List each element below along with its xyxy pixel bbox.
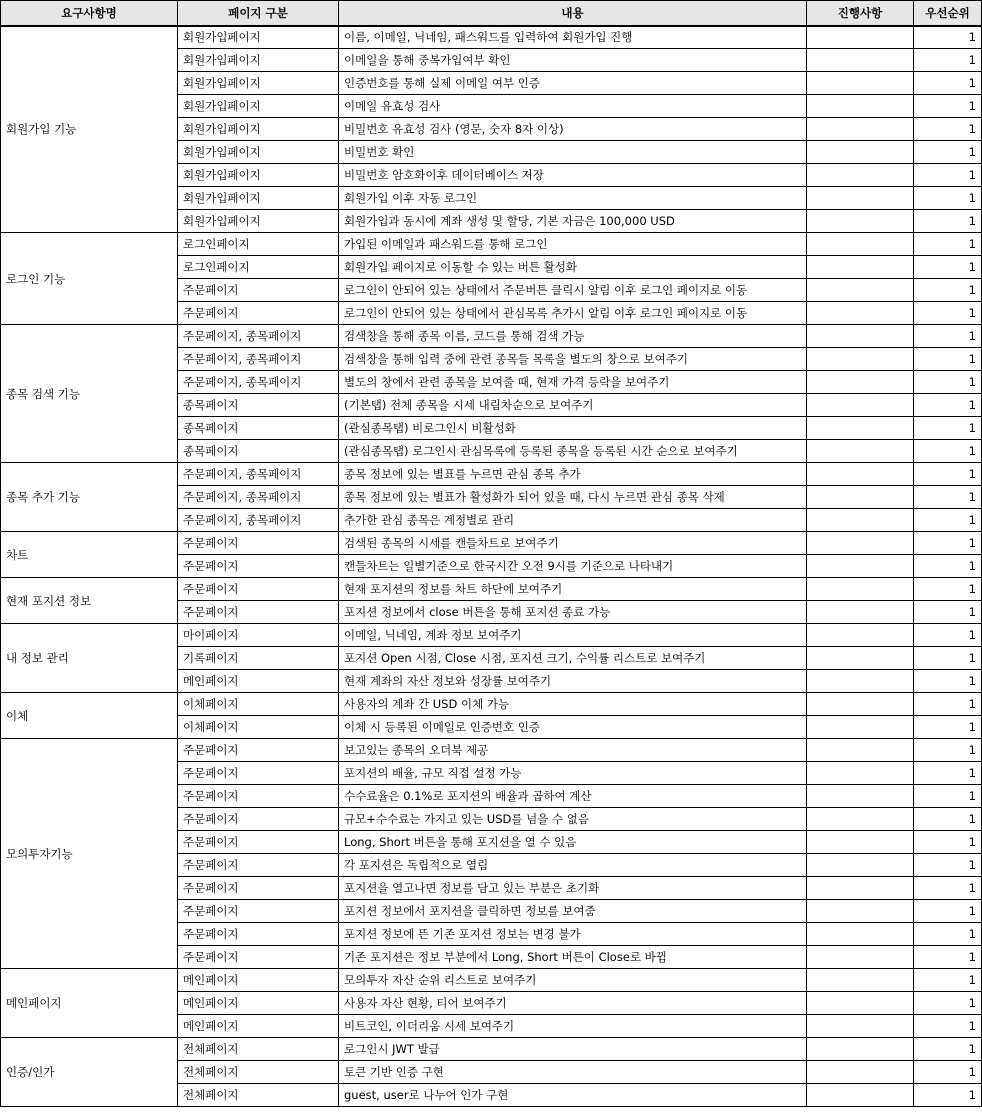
page-cell[interactable]: 회원가입페이지 (178, 72, 339, 95)
content-cell[interactable]: 회원가입 페이지로 이동할 수 있는 버튼 활성화 (339, 256, 807, 279)
priority-cell[interactable]: 1 (914, 463, 982, 486)
content-cell[interactable]: 회원가입 이후 자동 로그인 (339, 187, 807, 210)
priority-cell[interactable]: 1 (914, 624, 982, 647)
page-cell[interactable]: 주문페이지 (178, 601, 339, 624)
progress-cell[interactable] (807, 440, 914, 463)
page-cell[interactable]: 주문페이지, 종목페이지 (178, 463, 339, 486)
page-cell[interactable]: 주문페이지 (178, 762, 339, 785)
content-cell[interactable]: 포지션을 열고나면 정보를 담고 있는 부분은 초기화 (339, 877, 807, 900)
progress-cell[interactable] (807, 923, 914, 946)
content-cell[interactable]: 비밀번호 확인 (339, 141, 807, 164)
content-cell[interactable]: 포지션 정보에서 close 버튼을 통해 포지션 종료 가능 (339, 601, 807, 624)
content-cell[interactable]: 현재 계좌의 자산 정보와 성장률 보여주기 (339, 670, 807, 693)
progress-cell[interactable] (807, 118, 914, 141)
content-cell[interactable]: 모의투자 자산 순위 리스트로 보여주기 (339, 969, 807, 992)
content-cell[interactable]: 포지션 정보에서 포지션을 클릭하면 정보를 보여줌 (339, 900, 807, 923)
priority-cell[interactable]: 1 (914, 877, 982, 900)
progress-cell[interactable] (807, 578, 914, 601)
content-cell[interactable]: 추가한 관심 종목은 계정별로 관리 (339, 509, 807, 532)
page-cell[interactable]: 주문페이지 (178, 302, 339, 325)
progress-cell[interactable] (807, 348, 914, 371)
priority-cell[interactable]: 1 (914, 509, 982, 532)
priority-cell[interactable]: 1 (914, 578, 982, 601)
priority-cell[interactable]: 1 (914, 762, 982, 785)
table-row (1, 969, 982, 992)
priority-cell[interactable]: 1 (914, 486, 982, 509)
page-cell[interactable]: 주문페이지 (178, 532, 339, 555)
table-row (1, 26, 982, 49)
page-cell[interactable]: 주문페이지, 종목페이지 (178, 486, 339, 509)
content-cell[interactable]: 비트코인, 이더리움 시세 보여주기 (339, 1015, 807, 1038)
content-cell[interactable]: 로그인이 안되어 있는 상태에서 관심목록 추가시 알림 이후 로그인 페이지로 이동 (339, 302, 807, 325)
priority-cell[interactable]: 1 (914, 1015, 982, 1038)
progress-cell[interactable] (807, 969, 914, 992)
content-cell[interactable]: (관심종목탭) 비로그인시 비활성화 (339, 417, 807, 440)
table-row (1, 233, 982, 256)
progress-cell[interactable] (807, 532, 914, 555)
content-cell[interactable]: 종목 정보에 있는 별표를 누르면 관심 종목 추가 (339, 463, 807, 486)
table-row (1, 578, 982, 601)
progress-cell[interactable] (807, 992, 914, 1015)
page-cell[interactable]: 주문페이지 (178, 279, 339, 302)
priority-cell[interactable]: 1 (914, 601, 982, 624)
progress-cell[interactable] (807, 463, 914, 486)
progress-cell[interactable] (807, 555, 914, 578)
content-cell[interactable]: 사용자의 계좌 간 USD 이체 가능 (339, 693, 807, 716)
priority-cell[interactable]: 1 (914, 1061, 982, 1084)
priority-cell[interactable]: 1 (914, 716, 982, 739)
progress-cell[interactable] (807, 762, 914, 785)
priority-cell[interactable]: 1 (914, 118, 982, 141)
page-cell[interactable]: 주문페이지 (178, 578, 339, 601)
content-cell[interactable]: 캔들차트는 일별기준으로 한국시간 오전 9시를 기준으로 나타내기 (339, 555, 807, 578)
requirement-name-cell[interactable]: 차트 (1, 532, 178, 578)
table-row (1, 1038, 982, 1061)
priority-cell[interactable]: 1 (914, 647, 982, 670)
priority-cell[interactable]: 1 (914, 394, 982, 417)
page-cell[interactable]: 로그인페이지 (178, 233, 339, 256)
priority-cell[interactable]: 1 (914, 946, 982, 969)
priority-cell[interactable]: 1 (914, 371, 982, 394)
progress-cell[interactable] (807, 233, 914, 256)
progress-cell[interactable] (807, 486, 914, 509)
page-cell[interactable]: 종목페이지 (178, 394, 339, 417)
content-cell[interactable]: 각 포지션은 독립적으로 열림 (339, 854, 807, 877)
requirement-name-cell[interactable]: 내 정보 관리 (1, 624, 178, 693)
page-cell[interactable]: 회원가입페이지 (178, 118, 339, 141)
requirement-name-cell[interactable]: 메인페이지 (1, 969, 178, 1038)
page-cell[interactable]: 종목페이지 (178, 417, 339, 440)
page-cell[interactable]: 회원가입페이지 (178, 141, 339, 164)
progress-cell[interactable] (807, 279, 914, 302)
content-cell[interactable]: 이름, 이메일, 닉네임, 패스워드를 입력하여 회원가입 진행 (339, 26, 807, 49)
header-requirement[interactable]: 요구사항명 (1, 1, 178, 26)
content-cell[interactable]: 검색된 종목의 시세를 캔들차트로 보여주기 (339, 532, 807, 555)
priority-cell[interactable]: 1 (914, 808, 982, 831)
page-cell[interactable]: 회원가입페이지 (178, 210, 339, 233)
progress-cell[interactable] (807, 164, 914, 187)
progress-cell[interactable] (807, 1061, 914, 1084)
content-cell[interactable]: 비밀번호 암호화이후 데이터베이스 저장 (339, 164, 807, 187)
priority-cell[interactable]: 1 (914, 670, 982, 693)
content-cell[interactable]: 별도의 창에서 관련 종목을 보여줄 때, 현재 가격 등락을 보여주기 (339, 371, 807, 394)
page-cell[interactable]: 주문페이지 (178, 808, 339, 831)
page-cell[interactable]: 주문페이지, 종목페이지 (178, 325, 339, 348)
header-page[interactable]: 페이지 구분 (178, 1, 339, 26)
priority-cell[interactable]: 1 (914, 256, 982, 279)
priority-cell[interactable]: 1 (914, 440, 982, 463)
priority-cell[interactable]: 1 (914, 1084, 982, 1107)
page-cell[interactable]: 주문페이지 (178, 785, 339, 808)
progress-cell[interactable] (807, 670, 914, 693)
progress-cell[interactable] (807, 187, 914, 210)
priority-cell[interactable]: 1 (914, 302, 982, 325)
progress-cell[interactable] (807, 831, 914, 854)
priority-cell[interactable]: 1 (914, 831, 982, 854)
progress-cell[interactable] (807, 647, 914, 670)
page-cell[interactable]: 주문페이지 (178, 854, 339, 877)
page-cell[interactable]: 종목페이지 (178, 440, 339, 463)
priority-cell[interactable]: 1 (914, 923, 982, 946)
header-content[interactable]: 내용 (339, 1, 807, 26)
progress-cell[interactable] (807, 95, 914, 118)
table-row (1, 624, 982, 647)
page-cell[interactable]: 주문페이지, 종목페이지 (178, 371, 339, 394)
content-cell[interactable]: 로그인시 JWT 발급 (339, 1038, 807, 1061)
content-cell[interactable]: 기존 포지션은 정보 부분에서 Long, Short 버튼이 Close로 바뀜 (339, 946, 807, 969)
requirement-name-cell[interactable]: 인증/인가 (1, 1038, 178, 1107)
progress-cell[interactable] (807, 900, 914, 923)
content-cell[interactable]: 검색창을 통해 입력 중에 관련 종목들 목록을 별도의 창으로 보여주기 (339, 348, 807, 371)
progress-cell[interactable] (807, 808, 914, 831)
priority-cell[interactable]: 1 (914, 992, 982, 1015)
priority-cell[interactable]: 1 (914, 532, 982, 555)
page-cell[interactable]: 주문페이지 (178, 877, 339, 900)
content-cell[interactable]: 보고있는 종목의 오더북 제공 (339, 739, 807, 762)
page-cell[interactable]: 주문페이지 (178, 739, 339, 762)
content-cell[interactable]: 인증번호를 통해 실제 이메일 여부 인증 (339, 72, 807, 95)
table-body (1, 26, 982, 1107)
progress-cell[interactable] (807, 509, 914, 532)
priority-cell[interactable]: 1 (914, 785, 982, 808)
requirement-name-cell[interactable]: 회원가입 기능 (1, 26, 178, 233)
page-cell[interactable]: 주문페이지, 종목페이지 (178, 509, 339, 532)
progress-cell[interactable] (807, 624, 914, 647)
content-cell[interactable]: 토큰 기반 인증 구현 (339, 1061, 807, 1084)
page-cell[interactable]: 이체페이지 (178, 693, 339, 716)
progress-cell[interactable] (807, 854, 914, 877)
requirement-name-cell[interactable]: 모의투자기능 (1, 739, 178, 969)
priority-cell[interactable]: 1 (914, 325, 982, 348)
content-cell[interactable]: 수수료율은 0.1%로 포지션의 배율과 곱하여 계산 (339, 785, 807, 808)
content-cell[interactable]: 포지션 Open 시점, Close 시점, 포지션 크기, 수익률 리스트로 보여주기 (339, 647, 807, 670)
page-cell[interactable]: 메인페이지 (178, 1015, 339, 1038)
requirement-name-cell[interactable]: 현재 포지션 정보 (1, 578, 178, 624)
priority-cell[interactable]: 1 (914, 854, 982, 877)
content-cell[interactable]: (기본탭) 전체 종목을 시세 내림차순으로 보여주기 (339, 394, 807, 417)
page-cell[interactable]: 이체페이지 (178, 716, 339, 739)
content-cell[interactable]: 종목 정보에 있는 별표가 활성화가 되어 있을 때, 다시 누르면 관심 종목 삭제 (339, 486, 807, 509)
page-cell[interactable]: 전체페이지 (178, 1038, 339, 1061)
requirement-name-cell[interactable]: 로그인 기능 (1, 233, 178, 325)
priority-cell[interactable]: 1 (914, 900, 982, 923)
progress-cell[interactable] (807, 371, 914, 394)
priority-cell[interactable]: 1 (914, 233, 982, 256)
priority-cell[interactable]: 1 (914, 693, 982, 716)
progress-cell[interactable] (807, 1084, 914, 1107)
progress-cell[interactable] (807, 256, 914, 279)
progress-cell[interactable] (807, 877, 914, 900)
table-row (1, 532, 982, 555)
priority-cell[interactable]: 1 (914, 1038, 982, 1061)
progress-cell[interactable] (807, 72, 914, 95)
content-cell[interactable]: 이메일, 닉네임, 계좌 정보 보여주기 (339, 624, 807, 647)
page-cell[interactable]: 회원가입페이지 (178, 95, 339, 118)
progress-cell[interactable] (807, 716, 914, 739)
priority-cell[interactable]: 1 (914, 969, 982, 992)
page-cell[interactable]: 로그인페이지 (178, 256, 339, 279)
table-row (1, 325, 982, 348)
content-cell[interactable]: 이메일 유효성 검사 (339, 95, 807, 118)
page-cell[interactable]: 마이페이지 (178, 624, 339, 647)
page-cell[interactable]: 회원가입페이지 (178, 49, 339, 72)
priority-cell[interactable]: 1 (914, 187, 982, 210)
table-row (1, 693, 982, 716)
requirement-name-cell[interactable]: 종목 검색 기능 (1, 325, 178, 463)
page-cell[interactable]: 회원가입페이지 (178, 164, 339, 187)
progress-cell[interactable] (807, 601, 914, 624)
page-cell[interactable]: 주문페이지 (178, 555, 339, 578)
content-cell[interactable]: 로그인이 안되어 있는 상태에서 주문버튼 클릭시 알림 이후 로그인 페이지로 이동 (339, 279, 807, 302)
priority-cell[interactable]: 1 (914, 210, 982, 233)
content-cell[interactable]: 포지션 정보에 뜬 기존 포지션 정보는 변경 불가 (339, 923, 807, 946)
content-cell[interactable]: 비밀번호 유효성 검사 (영문, 숫자 8자 이상) (339, 118, 807, 141)
page-cell[interactable]: 주문페이지 (178, 900, 339, 923)
content-cell[interactable]: (관심종목탭) 로그인시 관심목록에 등록된 종목을 등록된 시간 순으로 보여주기 (339, 440, 807, 463)
page-cell[interactable]: 메인페이지 (178, 969, 339, 992)
header-row (1, 1, 982, 26)
header-priority[interactable]: 우선순위 (914, 1, 982, 26)
content-cell[interactable]: 현재 포지션의 정보를 차트 하단에 보여주기 (339, 578, 807, 601)
progress-cell[interactable] (807, 394, 914, 417)
progress-cell[interactable] (807, 417, 914, 440)
content-cell[interactable]: 가입된 이메일과 패스워드를 통해 로그인 (339, 233, 807, 256)
content-cell[interactable]: 사용자 자산 현황, 티어 보여주기 (339, 992, 807, 1015)
requirement-name-cell[interactable]: 종목 추가 기능 (1, 463, 178, 532)
content-cell[interactable]: 검색창을 통해 종목 이름, 코드를 통해 검색 가능 (339, 325, 807, 348)
priority-cell[interactable]: 1 (914, 279, 982, 302)
content-cell[interactable]: guest, user로 나누어 인가 구현 (339, 1084, 807, 1107)
priority-cell[interactable]: 1 (914, 164, 982, 187)
priority-cell[interactable]: 1 (914, 26, 982, 49)
content-cell[interactable]: Long, Short 버튼을 통해 포지션을 열 수 있음 (339, 831, 807, 854)
page-cell[interactable]: 주문페이지 (178, 946, 339, 969)
priority-cell[interactable]: 1 (914, 739, 982, 762)
page-cell[interactable]: 주문페이지 (178, 831, 339, 854)
content-cell[interactable]: 이메일을 통해 중복가입여부 확인 (339, 49, 807, 72)
content-cell[interactable]: 이체 시 등록된 이메일로 인증번호 인증 (339, 716, 807, 739)
progress-cell[interactable] (807, 739, 914, 762)
priority-cell[interactable]: 1 (914, 95, 982, 118)
priority-cell[interactable]: 1 (914, 417, 982, 440)
progress-cell[interactable] (807, 785, 914, 808)
priority-cell[interactable]: 1 (914, 555, 982, 578)
page-cell[interactable]: 회원가입페이지 (178, 187, 339, 210)
table-row (1, 463, 982, 486)
progress-cell[interactable] (807, 141, 914, 164)
progress-cell[interactable] (807, 1038, 914, 1061)
priority-cell[interactable]: 1 (914, 72, 982, 95)
priority-cell[interactable]: 1 (914, 49, 982, 72)
progress-cell[interactable] (807, 693, 914, 716)
progress-cell[interactable] (807, 946, 914, 969)
priority-cell[interactable]: 1 (914, 348, 982, 371)
page-cell[interactable]: 주문페이지, 종목페이지 (178, 348, 339, 371)
content-cell[interactable]: 포지션의 배율, 규모 직접 설정 가능 (339, 762, 807, 785)
priority-cell[interactable]: 1 (914, 141, 982, 164)
table-row (1, 739, 982, 762)
content-cell[interactable]: 규모+수수료는 가지고 있는 USD를 넘을 수 없음 (339, 808, 807, 831)
requirement-name-cell[interactable]: 이체 (1, 693, 178, 739)
page-cell[interactable]: 기록페이지 (178, 647, 339, 670)
page-cell[interactable]: 메인페이지 (178, 992, 339, 1015)
progress-cell[interactable] (807, 26, 914, 49)
progress-cell[interactable] (807, 1015, 914, 1038)
progress-cell[interactable] (807, 49, 914, 72)
page-cell[interactable]: 전체페이지 (178, 1061, 339, 1084)
page-cell[interactable]: 메인페이지 (178, 670, 339, 693)
header-progress[interactable]: 진행사항 (807, 1, 914, 26)
progress-cell[interactable] (807, 325, 914, 348)
content-cell[interactable]: 회원가입과 동시에 계좌 생성 및 할당, 기본 자금은 100,000 USD (339, 210, 807, 233)
page-cell[interactable]: 회원가입페이지 (178, 26, 339, 49)
progress-cell[interactable] (807, 210, 914, 233)
progress-cell[interactable] (807, 302, 914, 325)
page-cell[interactable]: 주문페이지 (178, 923, 339, 946)
page-cell[interactable]: 전체페이지 (178, 1084, 339, 1107)
